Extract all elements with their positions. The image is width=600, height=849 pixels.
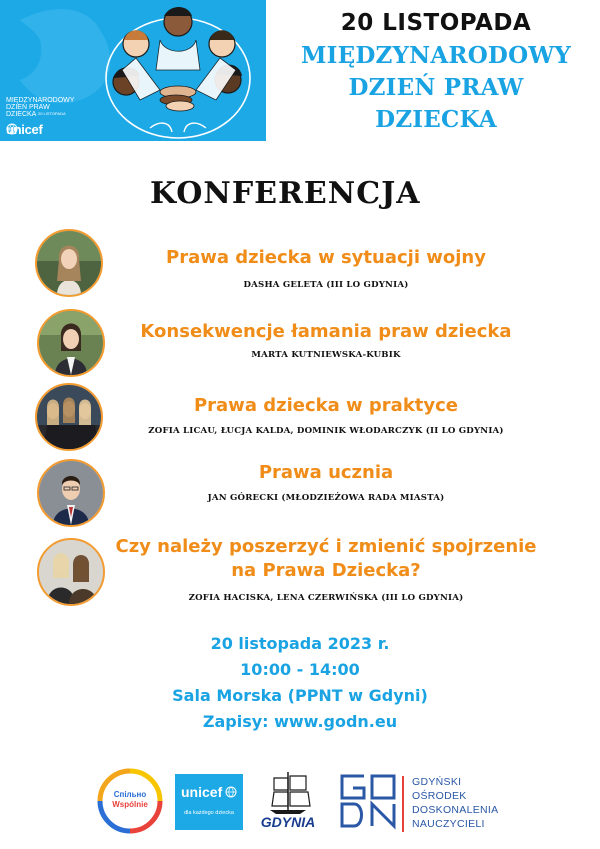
spilno-text-1: Спільно [113,790,147,799]
spilno-text-2: Wspólnie [112,800,148,809]
talk-speakers-3: ZOFIA LICAU, ŁUCJA KALDA, DOMINIK WŁODARCZYK (II LO GDYNIA) [148,426,504,436]
gdynia-text: GDYNIA [260,814,316,830]
godn-name [412,775,498,831]
talk-title-5-line-1: Czy należy poszerzyć i zmienić spojrzenie [115,536,537,557]
header-banner [0,0,266,141]
person-photo-icon [39,311,103,375]
talk-title-2: Konsekwencje łamania praw dziecka [140,321,512,342]
event-place: Sala Morska (PPNT w Gdyni) [172,686,428,705]
banner-line-1: MIĘDZYNARODOWY [6,97,75,104]
godn-line-4: NAUCZYCIELI [412,818,485,830]
banner-unicef-logo [6,123,42,137]
conference-heading: KONFERENCJA [150,176,421,211]
banner-unicef-text: unicef [6,122,43,137]
talk-title-1: Prawa dziecka w sytuacji wojny [166,247,486,268]
talk-speakers-2: MARTA KUTNIEWSKA-KUBIK [251,350,401,360]
person-photo-icon [37,231,101,295]
spilno-wspolnie-logo [95,766,165,836]
title-line-2: DZIEŃ PRAW [348,74,524,101]
speaker-photo-2 [37,309,105,377]
godn-line-2: OŚRODEK [412,790,467,802]
unicef-tagline: dla każdego dziecka [184,810,234,816]
godn-letters-icon [338,772,398,830]
unicef-logo [175,774,243,830]
group-photo-icon [37,385,101,449]
banner-line-3: DZIECKA [6,111,37,118]
unicef-globe-icon [6,123,18,135]
group-photo-icon [39,540,103,604]
speaker-photo-3 [35,383,103,451]
sailship-icon [250,770,326,814]
title-line-3: DZIECKA [375,106,497,133]
event-date: 20 listopada 2023 r. [210,634,390,653]
event-time: 10:00 - 14:00 [240,660,360,679]
speaker-photo-5 [37,538,105,606]
speaker-photo-4 [37,459,105,527]
talk-title-4: Prawa ucznia [258,462,394,483]
unicef-logo-text: unicef [181,784,223,800]
talk-speakers-1: DASHA GELETA (III LO GDYNIA) [243,280,409,290]
talk-speakers-4: JAN GÓRECKI (MŁODZIEŻOWA RADA MIASTA) [207,493,445,503]
talk-title-3: Prawa dziecka w praktyce [193,395,459,416]
godn-divider [402,776,404,832]
godn-line-1: GDYŃSKI [412,776,462,788]
person-photo-icon [39,461,103,525]
talk-speakers-5: ZOFIA HACISKA, LENA CZERWIŃSKA (III LO GDYNIA) [188,593,464,603]
talk-title-5-line-2: na Prawa Dziecka? [231,560,421,581]
event-date-heading: 20 LISTOPADA [340,10,532,36]
children-circle-illustration [0,0,266,141]
banner-small-date: 20 LISTOPADA [38,111,66,116]
title-line-1: MIĘDZYNARODOWY [301,42,571,69]
speaker-photo-1 [35,229,103,297]
godn-logo-mark [338,772,398,830]
godn-line-3: DOSKONALENIA [412,804,499,816]
gdynia-logo [250,770,326,832]
event-signup: Zapisy: www.godn.eu [202,712,398,731]
unicef-globe-icon [225,786,237,798]
banner-line-2: DZIEŃ PRAW [6,104,50,111]
